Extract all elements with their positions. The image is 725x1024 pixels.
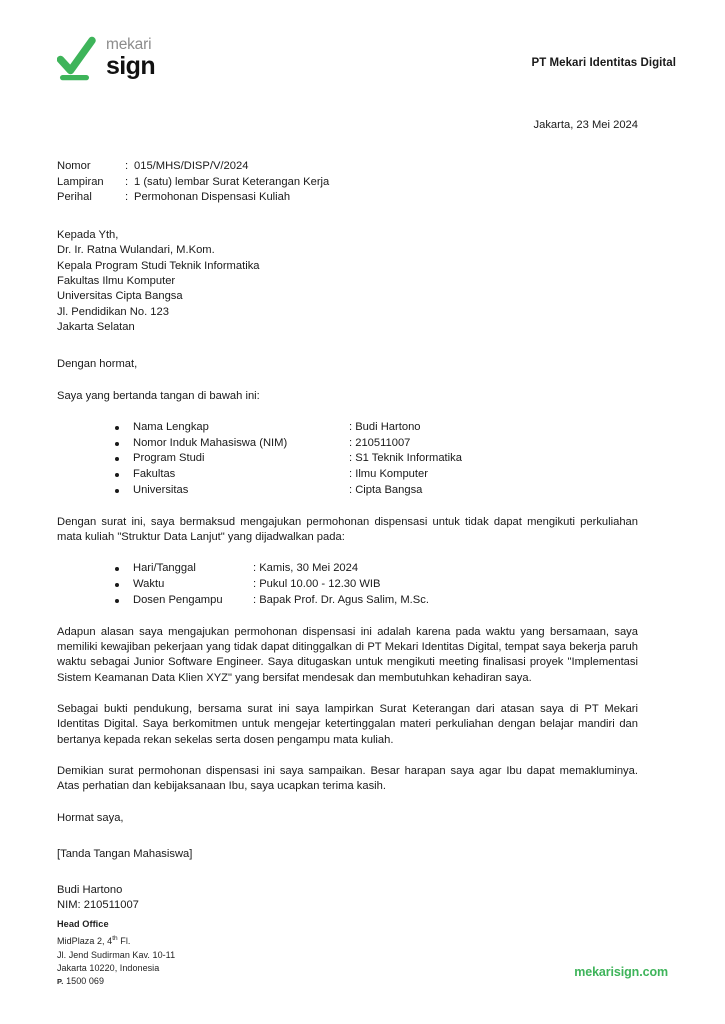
list-item: [57, 577, 638, 593]
student-detail-value: : 210511007: [349, 436, 411, 449]
student-detail-label: Nama Lengkap: [133, 420, 209, 433]
recipient-line: Universitas Cipta Bangsa: [57, 290, 183, 303]
footer-website-link[interactable]: mekarisign.com: [574, 965, 668, 979]
recipient-line: Jl. Pendidikan No. 123: [57, 305, 169, 318]
list-item: [57, 436, 638, 452]
intro-line: Saya yang bertanda tangan di bawah ini:: [57, 389, 260, 402]
schedule-detail-value: : Bapak Prof. Dr. Agus Salim, M.Sc.: [253, 594, 429, 607]
student-detail-value: : Ilmu Komputer: [349, 468, 428, 481]
page-footer: [57, 918, 668, 988]
recipient-line: Fakultas Ilmu Komputer: [57, 275, 176, 288]
green-check-mark-icon: [57, 36, 97, 82]
footer-address-building: MidPlaza 2, 4: [57, 936, 113, 947]
footer-address-line-3: Jakarta 10220, Indonesia: [57, 962, 160, 973]
list-item: [57, 451, 638, 467]
schedule-detail-label: Waktu: [133, 578, 165, 591]
footer-floor-ordinal: th: [112, 935, 118, 943]
meta-separator-perihal: :: [125, 190, 129, 203]
evidence-paragraph: Sebagai bukti pendukung, bersama surat ini saya lampirkan Surat Keterangan dari atasan saya di PT Mekari Identitas Digital. Saya berkomitmen untuk mengejar ketertinggalan materi perkuliahan dengan belajar mandiri dan bertanya kepada rekan sekelas serta dosen pengampu mata kuliah.: [57, 703, 638, 746]
schedule-detail-label: Dosen Pengampu: [133, 594, 223, 607]
list-item: [57, 467, 638, 483]
student-detail-label: Fakultas: [133, 468, 176, 481]
student-detail-label: Universitas: [133, 484, 189, 497]
letterhead: [57, 36, 676, 96]
signer-name: Budi Hartono: [57, 884, 123, 897]
list-item: [57, 483, 638, 499]
meta-separator-nomor: :: [125, 160, 129, 173]
student-detail-value: : Cipta Bangsa: [349, 484, 423, 497]
recipient-line: Kepala Program Studi Teknik Informatika: [57, 259, 260, 272]
footer-floor-suffix: Fl.: [117, 936, 131, 947]
logo-mekari-text: mekari: [106, 35, 152, 53]
recipient-address: [57, 228, 638, 335]
purpose-paragraph: Dengan surat ini, saya bermaksud mengajukan permohonan dispensasi untuk tidak dapat mengikuti perkuliahan mata kuliah "Struktur Data Lanjut" yang dijadwalkan pada:: [57, 515, 638, 544]
schedule-detail-label: Hari/Tanggal: [133, 562, 196, 575]
phone-icon: P.: [57, 977, 64, 987]
salutation: Dengan hormat,: [57, 358, 138, 371]
meta-label-nomor: Nomor: [57, 160, 91, 173]
schedule-detail-value: : Pukul 10.00 - 12.30 WIB: [253, 578, 381, 591]
footer-address-line-2: Jl. Jend Sudirman Kav. 10-11: [57, 949, 176, 960]
student-detail-label: Program Studi: [133, 452, 205, 465]
closing-paragraph: Demikian surat permohonan dispensasi ini saya sampaikan. Besar harapan saya agar Ibu dapat memakluminya. Atas perhatian dan kebijaksanaan Ibu, saya ucapkan terima kasih.: [57, 764, 638, 793]
footer-address-line-1: [57, 932, 668, 948]
signature-block: [57, 811, 638, 914]
student-detail-label: Nomor Induk Mahasiswa (NIM): [133, 436, 288, 449]
signature-gap: [57, 862, 638, 883]
footer-office-title: Head Office: [57, 919, 109, 929]
meta-label-perihal: Perihal: [57, 190, 92, 203]
meta-value-nomor: 015/MHS/DISP/V/2024: [134, 160, 249, 173]
recipient-line: Kepada Yth,: [57, 229, 119, 242]
letter-body: [57, 118, 638, 914]
letter-meta-table: [57, 159, 329, 205]
student-detail-value: : S1 Teknik Informatika: [349, 452, 462, 465]
meta-separator-lampiran: :: [125, 175, 129, 188]
schedule-detail-value: : Kamis, 30 Mei 2024: [253, 562, 359, 575]
signer-nim: NIM: 210511007: [57, 899, 139, 912]
logo-wordmark: [106, 37, 155, 82]
logo-sign-text: sign: [106, 52, 155, 81]
list-item: [57, 561, 638, 577]
company-name: PT Mekari Identitas Digital: [531, 57, 676, 69]
meta-row-lampiran: [57, 175, 329, 190]
meta-value-lampiran: 1 (satu) lembar Surat Keterangan Kerja: [134, 175, 330, 188]
signature-space: [57, 826, 638, 847]
place-and-date: Jakarta, 23 Mei 2024: [533, 119, 638, 131]
recipient-line: Dr. Ir. Ratna Wulandari, M.Kom.: [57, 244, 215, 257]
schedule-details-list: [57, 561, 638, 608]
student-details-list: [57, 420, 638, 499]
meta-row-perihal: [57, 190, 329, 205]
list-item: [57, 420, 638, 436]
mekari-sign-logo: [57, 36, 155, 82]
signature-placeholder: [Tanda Tangan Mahasiswa]: [57, 847, 193, 860]
sign-off: Hormat saya,: [57, 811, 124, 824]
recipient-line: Jakarta Selatan: [57, 320, 135, 333]
meta-row-nomor: [57, 159, 329, 174]
footer-phone-number: 1500 069: [66, 976, 105, 987]
meta-label-lampiran: Lampiran: [57, 175, 104, 188]
student-detail-value: : Budi Hartono: [349, 420, 421, 433]
reason-paragraph: Adapun alasan saya mengajukan permohonan dispensasi ini adalah karena pada waktu yang bersamaan, saya memiliki kewajiban pekerjaan yang tidak dapat ditinggalkan di PT Mekari Identitas Digital, tempat saya bekerja paruh waktu sebagai Junior Software Engineer. Saya ditugaskan untuk mengikuti meeting finalisasi proyek "Implementasi Sistem Keamanan Data Klien XYZ" yang bersifat mendesak dan membutuhkan kehadiran saya.: [57, 625, 638, 684]
meta-value-perihal: Permohonan Dispensasi Kuliah: [134, 190, 291, 203]
list-item: [57, 593, 638, 609]
